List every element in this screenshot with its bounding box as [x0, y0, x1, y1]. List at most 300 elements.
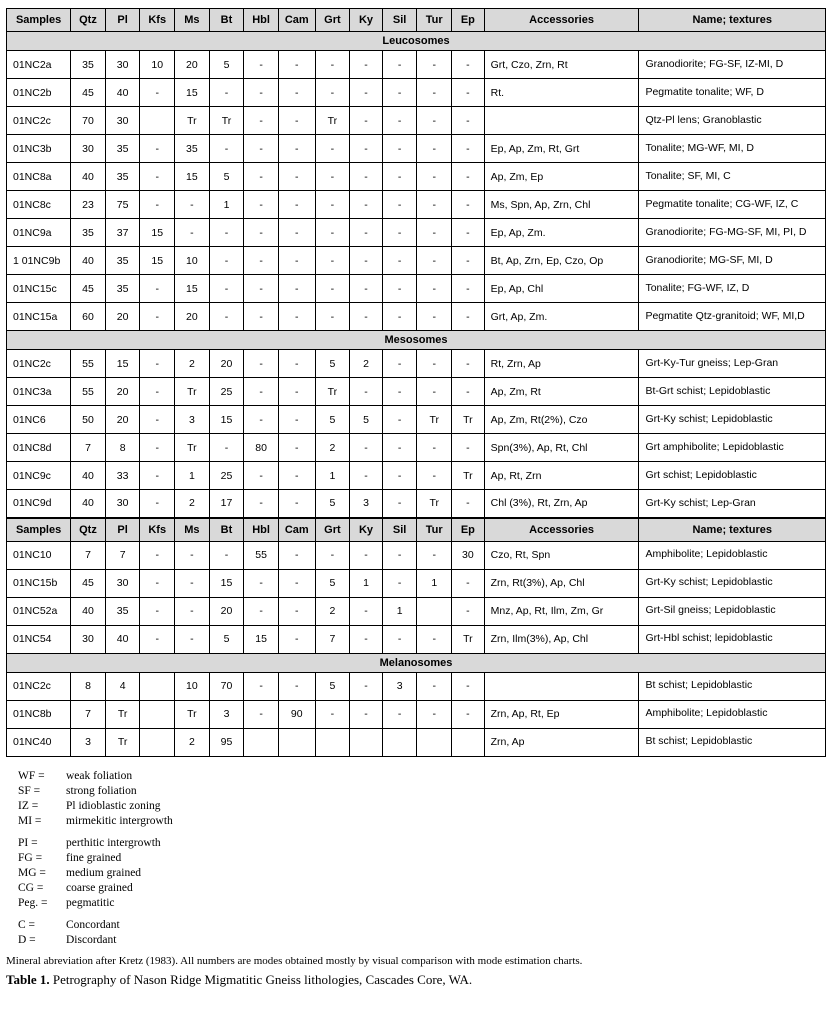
- cell-bt: 5: [209, 51, 244, 79]
- cell-name-textures: Bt schist; Lepidoblastic: [639, 728, 826, 756]
- cell-sil: -: [382, 462, 417, 490]
- cell-qtz: 7: [71, 541, 106, 569]
- column-header-qtz: Qtz: [71, 9, 106, 32]
- column-header-kfs: Kfs: [140, 9, 175, 32]
- cell-sil: -: [382, 107, 417, 135]
- cell-cam: -: [278, 490, 315, 518]
- cell-cam: -: [278, 462, 315, 490]
- cell-bt: 25: [209, 462, 244, 490]
- table-row-01nc6: [7, 406, 826, 434]
- cell-tur: -: [417, 350, 452, 378]
- cell-samples: 01NC52a: [7, 597, 71, 625]
- column-header-accessories: Accessories: [484, 9, 639, 32]
- cell-sil: -: [382, 247, 417, 275]
- cell-accessories: Ap, Zm, Rt: [484, 378, 639, 406]
- cell-samples: 01NC2c: [7, 350, 71, 378]
- legend-abbr: CG =: [18, 881, 44, 894]
- legend-meaning: medium grained: [66, 866, 142, 879]
- cell-samples: 01NC6: [7, 406, 71, 434]
- cell-ms: 2: [175, 728, 210, 756]
- column-header-accessories: Accessories: [484, 518, 639, 542]
- cell-hbl: -: [244, 275, 279, 303]
- legend-meaning: Concordant: [66, 918, 120, 931]
- cell-ep: -: [452, 700, 485, 728]
- cell-name-textures: Granodiorite; FG-SF, IZ-MI, D: [639, 51, 826, 79]
- column-header-grt: Grt: [315, 518, 350, 542]
- cell-name-textures: Tonalite; MG-WF, MI, D: [639, 135, 826, 163]
- cell-cam: -: [278, 191, 315, 219]
- cell-sil: -: [382, 191, 417, 219]
- cell-pl: 37: [105, 219, 140, 247]
- legend-item-iz: [18, 799, 826, 814]
- cell-ky: -: [350, 163, 383, 191]
- cell-pl: 35: [105, 135, 140, 163]
- cell-sil: -: [382, 378, 417, 406]
- column-header-hbl: Hbl: [244, 9, 279, 32]
- cell-tur: 1: [417, 569, 452, 597]
- column-header-samples: Samples: [7, 518, 71, 542]
- table-row-01nc2c: [7, 672, 826, 700]
- cell-bt: 15: [209, 406, 244, 434]
- column-header-kfs: Kfs: [140, 518, 175, 542]
- cell-samples: 01NC8a: [7, 163, 71, 191]
- legend-abbr: SF =: [18, 784, 41, 797]
- legend-abbr: MG =: [18, 866, 46, 879]
- cell-sil: -: [382, 79, 417, 107]
- legend-item-sf: [18, 784, 826, 799]
- cell-ep: Tr: [452, 625, 485, 653]
- cell-tur: Tr: [417, 406, 452, 434]
- cell-bt: 5: [209, 163, 244, 191]
- cell-grt: 2: [315, 434, 350, 462]
- table-caption: [6, 972, 826, 988]
- cell-sil: -: [382, 700, 417, 728]
- column-header-cam: Cam: [278, 518, 315, 542]
- cell-ky: -: [350, 541, 383, 569]
- cell-ep: -: [452, 350, 485, 378]
- table-row-01nc2a: [7, 51, 826, 79]
- cell-ky: 5: [350, 406, 383, 434]
- cell-sil: 3: [382, 672, 417, 700]
- cell-ms: 1: [175, 462, 210, 490]
- section-title: Melanosomes: [7, 653, 826, 672]
- cell-name-textures: Pegmatite tonalite; WF, D: [639, 79, 826, 107]
- cell-samples: 01NC8c: [7, 191, 71, 219]
- cell-ep: -: [452, 135, 485, 163]
- cell-bt: -: [209, 303, 244, 331]
- cell-pl: 35: [105, 597, 140, 625]
- cell-cam: -: [278, 247, 315, 275]
- cell-pl: 30: [105, 569, 140, 597]
- cell-name-textures: Grt-Ky schist; Lep-Gran: [639, 490, 826, 518]
- cell-name-textures: Granodiorite; FG-MG-SF, MI, PI, D: [639, 219, 826, 247]
- cell-hbl: -: [244, 597, 279, 625]
- cell-samples: 01NC8d: [7, 434, 71, 462]
- cell-hbl: -: [244, 350, 279, 378]
- cell-sil: -: [382, 569, 417, 597]
- legend-abbr: IZ =: [18, 799, 39, 812]
- legend-meaning: perthitic intergrowth: [66, 836, 161, 849]
- legend-abbr: Peg. =: [18, 896, 48, 909]
- cell-cam: -: [278, 275, 315, 303]
- cell-ky: -: [350, 79, 383, 107]
- cell-accessories: Bt, Ap, Zrn, Ep, Czo, Op: [484, 247, 639, 275]
- cell-bt: 95: [209, 728, 244, 756]
- cell-kfs: -: [140, 490, 175, 518]
- cell-tur: -: [417, 700, 452, 728]
- cell-samples: 01NC10: [7, 541, 71, 569]
- column-header-name-textures: Name; textures: [639, 9, 826, 32]
- cell-cam: -: [278, 406, 315, 434]
- cell-ep: -: [452, 79, 485, 107]
- table-body: [7, 9, 826, 757]
- column-header-ky: Ky: [350, 518, 383, 542]
- cell-sil: -: [382, 350, 417, 378]
- cell-ms: 10: [175, 672, 210, 700]
- cell-cam: -: [278, 625, 315, 653]
- cell-qtz: 30: [71, 625, 106, 653]
- cell-ms: 10: [175, 247, 210, 275]
- table-row-01nc15a: [7, 303, 826, 331]
- cell-tur: -: [417, 135, 452, 163]
- cell-grt: -: [315, 191, 350, 219]
- cell-grt: -: [315, 219, 350, 247]
- cell-samples: 01NC54: [7, 625, 71, 653]
- cell-name-textures: Grt amphibolite; Lepidoblastic: [639, 434, 826, 462]
- cell-grt: -: [315, 700, 350, 728]
- cell-name-textures: Qtz-Pl lens; Granoblastic: [639, 107, 826, 135]
- cell-ms: -: [175, 191, 210, 219]
- cell-pl: 40: [105, 79, 140, 107]
- cell-accessories: Ap, Rt, Zrn: [484, 462, 639, 490]
- cell-ky: [350, 728, 383, 756]
- cell-name-textures: Pegmatite Qtz-granitoid; WF, MI,D: [639, 303, 826, 331]
- cell-grt: -: [315, 79, 350, 107]
- footnote: Mineral abreviation after Kretz (1983). All numbers are modes obtained mostly by visual comparison with mode estimation charts.: [6, 954, 583, 967]
- legend-item-peg: [18, 896, 826, 911]
- cell-samples: 01NC9d: [7, 490, 71, 518]
- cell-qtz: 30: [71, 135, 106, 163]
- table-row-01nc3a: [7, 378, 826, 406]
- table-row-01nc2c: [7, 350, 826, 378]
- cell-cam: -: [278, 434, 315, 462]
- cell-bt: -: [209, 275, 244, 303]
- cell-tur: -: [417, 462, 452, 490]
- cell-qtz: 35: [71, 51, 106, 79]
- cell-accessories: Ep, Ap, Chl: [484, 275, 639, 303]
- cell-tur: -: [417, 51, 452, 79]
- cell-ky: -: [350, 434, 383, 462]
- cell-grt: 5: [315, 490, 350, 518]
- table-row-01nc3b: [7, 135, 826, 163]
- cell-qtz: 7: [71, 434, 106, 462]
- cell-hbl: -: [244, 107, 279, 135]
- cell-sil: -: [382, 406, 417, 434]
- cell-grt: 7: [315, 625, 350, 653]
- cell-tur: -: [417, 672, 452, 700]
- cell-name-textures: Bt schist; Lepidoblastic: [639, 672, 826, 700]
- table-row-01nc52a: [7, 597, 826, 625]
- cell-hbl: -: [244, 135, 279, 163]
- cell-pl: Tr: [105, 728, 140, 756]
- cell-hbl: -: [244, 490, 279, 518]
- cell-kfs: [140, 700, 175, 728]
- cell-ms: -: [175, 541, 210, 569]
- cell-grt: -: [315, 275, 350, 303]
- cell-qtz: 40: [71, 247, 106, 275]
- cell-ep: -: [452, 597, 485, 625]
- cell-pl: 30: [105, 490, 140, 518]
- cell-qtz: 45: [71, 275, 106, 303]
- cell-tur: -: [417, 434, 452, 462]
- cell-name-textures: Grt-Sil gneiss; Lepidoblastic: [639, 597, 826, 625]
- cell-cam: [278, 728, 315, 756]
- cell-kfs: -: [140, 406, 175, 434]
- cell-kfs: -: [140, 135, 175, 163]
- cell-ky: -: [350, 191, 383, 219]
- cell-kfs: -: [140, 378, 175, 406]
- cell-qtz: 40: [71, 163, 106, 191]
- cell-qtz: 35: [71, 219, 106, 247]
- legend-item-mi: [18, 814, 826, 829]
- cell-pl: 20: [105, 303, 140, 331]
- legend-abbr: FG =: [18, 851, 43, 864]
- column-header-ep: Ep: [452, 518, 485, 542]
- table-row-1-01nc9b: [7, 247, 826, 275]
- cell-name-textures: Bt-Grt schist; Lepidoblastic: [639, 378, 826, 406]
- cell-tur: -: [417, 378, 452, 406]
- cell-kfs: [140, 728, 175, 756]
- cell-kfs: -: [140, 434, 175, 462]
- cell-accessories: Zrn, Ilm(3%), Ap, Chl: [484, 625, 639, 653]
- cell-pl: 35: [105, 163, 140, 191]
- cell-bt: -: [209, 79, 244, 107]
- cell-bt: 1: [209, 191, 244, 219]
- cell-cam: -: [278, 541, 315, 569]
- cell-accessories: Ap, Zm, Ep: [484, 163, 639, 191]
- caption-label: Table 1.: [6, 971, 50, 987]
- cell-ep: Tr: [452, 462, 485, 490]
- cell-kfs: [140, 107, 175, 135]
- cell-ms: Tr: [175, 434, 210, 462]
- cell-pl: 7: [105, 541, 140, 569]
- cell-pl: 4: [105, 672, 140, 700]
- cell-kfs: -: [140, 462, 175, 490]
- cell-kfs: -: [140, 79, 175, 107]
- cell-samples: 01NC9a: [7, 219, 71, 247]
- cell-grt: 5: [315, 569, 350, 597]
- cell-pl: 33: [105, 462, 140, 490]
- column-header-bt: Bt: [209, 9, 244, 32]
- legend-abbr: WF =: [18, 769, 45, 782]
- cell-ms: 15: [175, 163, 210, 191]
- cell-qtz: 45: [71, 569, 106, 597]
- cell-name-textures: Tonalite; FG-WF, IZ, D: [639, 275, 826, 303]
- column-header-ms: Ms: [175, 9, 210, 32]
- cell-qtz: 3: [71, 728, 106, 756]
- cell-kfs: [140, 672, 175, 700]
- cell-cam: -: [278, 378, 315, 406]
- table-row-01nc8b: [7, 700, 826, 728]
- cell-grt: -: [315, 541, 350, 569]
- cell-bt: 20: [209, 597, 244, 625]
- cell-ms: 2: [175, 490, 210, 518]
- cell-samples: 01NC3b: [7, 135, 71, 163]
- legend-meaning: fine grained: [66, 851, 122, 864]
- cell-cam: -: [278, 51, 315, 79]
- cell-hbl: -: [244, 569, 279, 597]
- cell-accessories: Spn(3%), Ap, Rt, Chl: [484, 434, 639, 462]
- table-row-01nc2b: [7, 79, 826, 107]
- cell-sil: -: [382, 163, 417, 191]
- column-header-pl: Pl: [105, 9, 140, 32]
- cell-cam: -: [278, 135, 315, 163]
- cell-pl: 20: [105, 378, 140, 406]
- section-title: Mesosomes: [7, 331, 826, 350]
- column-header-grt: Grt: [315, 9, 350, 32]
- cell-hbl: [244, 728, 279, 756]
- cell-accessories: Chl (3%), Rt, Zrn, Ap: [484, 490, 639, 518]
- legend-abbr: C =: [18, 918, 36, 931]
- cell-ky: -: [350, 462, 383, 490]
- cell-ms: 2: [175, 350, 210, 378]
- cell-hbl: -: [244, 79, 279, 107]
- column-header-bt: Bt: [209, 518, 244, 542]
- cell-pl: 40: [105, 625, 140, 653]
- table-row-01nc8c: [7, 191, 826, 219]
- legend-meaning: Pl idioblastic zoning: [66, 799, 161, 812]
- section-row-melanosomes: [7, 653, 826, 672]
- legend-abbr: D =: [18, 933, 36, 946]
- cell-name-textures: Grt-Hbl schist; lepidoblastic: [639, 625, 826, 653]
- cell-ep: -: [452, 378, 485, 406]
- cell-bt: -: [209, 247, 244, 275]
- cell-sil: 1: [382, 597, 417, 625]
- cell-samples: 01NC3a: [7, 378, 71, 406]
- cell-qtz: 7: [71, 700, 106, 728]
- cell-ep: -: [452, 191, 485, 219]
- cell-ky: -: [350, 378, 383, 406]
- cell-ky: -: [350, 247, 383, 275]
- cell-bt: 17: [209, 490, 244, 518]
- cell-hbl: 55: [244, 541, 279, 569]
- cell-kfs: -: [140, 625, 175, 653]
- cell-kfs: -: [140, 350, 175, 378]
- cell-ms: 15: [175, 275, 210, 303]
- cell-samples: 01NC2c: [7, 107, 71, 135]
- cell-samples: 01NC40: [7, 728, 71, 756]
- cell-grt: -: [315, 51, 350, 79]
- legend-meaning: Discordant: [66, 933, 117, 946]
- column-header-row: [7, 9, 826, 32]
- legend-group: [18, 836, 826, 911]
- cell-hbl: -: [244, 700, 279, 728]
- legend-meaning: weak foliation: [66, 769, 133, 782]
- cell-samples: 01NC2b: [7, 79, 71, 107]
- column-header-cam: Cam: [278, 9, 315, 32]
- cell-ms: Tr: [175, 700, 210, 728]
- cell-bt: -: [209, 434, 244, 462]
- cell-grt: Tr: [315, 107, 350, 135]
- cell-cam: -: [278, 597, 315, 625]
- cell-cam: 90: [278, 700, 315, 728]
- cell-ky: -: [350, 275, 383, 303]
- cell-hbl: -: [244, 163, 279, 191]
- cell-ep: -: [452, 569, 485, 597]
- column-header-qtz: Qtz: [71, 518, 106, 542]
- cell-samples: 01NC15c: [7, 275, 71, 303]
- cell-bt: -: [209, 135, 244, 163]
- cell-qtz: 40: [71, 490, 106, 518]
- cell-ms: Tr: [175, 378, 210, 406]
- cell-samples: 01NC8b: [7, 700, 71, 728]
- legend-item-mg: [18, 866, 826, 881]
- cell-bt: 5: [209, 625, 244, 653]
- cell-kfs: 15: [140, 219, 175, 247]
- legend-meaning: pegmatitic: [66, 896, 115, 909]
- cell-accessories: Zrn, Ap, Rt, Ep: [484, 700, 639, 728]
- cell-grt: 5: [315, 350, 350, 378]
- cell-sil: -: [382, 490, 417, 518]
- cell-ep: -: [452, 490, 485, 518]
- cell-ep: -: [452, 434, 485, 462]
- cell-ep: -: [452, 107, 485, 135]
- cell-ep: -: [452, 303, 485, 331]
- cell-sil: -: [382, 434, 417, 462]
- cell-tur: -: [417, 541, 452, 569]
- cell-accessories: Ms, Spn, Ap, Zrn, Chl: [484, 191, 639, 219]
- cell-sil: -: [382, 303, 417, 331]
- cell-hbl: -: [244, 51, 279, 79]
- cell-samples: 01NC2c: [7, 672, 71, 700]
- cell-sil: -: [382, 135, 417, 163]
- cell-ep: [452, 728, 485, 756]
- cell-hbl: -: [244, 378, 279, 406]
- cell-grt: -: [315, 303, 350, 331]
- cell-ms: 20: [175, 303, 210, 331]
- column-header-hbl: Hbl: [244, 518, 279, 542]
- cell-kfs: -: [140, 275, 175, 303]
- column-header-ep: Ep: [452, 9, 485, 32]
- cell-ep: -: [452, 219, 485, 247]
- cell-accessories: Mnz, Ap, Rt, Ilm, Zm, Gr: [484, 597, 639, 625]
- cell-sil: -: [382, 275, 417, 303]
- legend-item-cg: [18, 881, 826, 896]
- cell-accessories: Grt, Ap, Zm.: [484, 303, 639, 331]
- legend-meaning: strong foliation: [66, 784, 137, 797]
- cell-name-textures: Amphibolite; Lepidoblastic: [639, 541, 826, 569]
- cell-qtz: 50: [71, 406, 106, 434]
- cell-accessories: [484, 672, 639, 700]
- cell-accessories: Zrn, Rt(3%), Ap, Chl: [484, 569, 639, 597]
- cell-tur: Tr: [417, 490, 452, 518]
- cell-pl: 35: [105, 247, 140, 275]
- table-row-01nc9a: [7, 219, 826, 247]
- cell-ms: -: [175, 597, 210, 625]
- cell-name-textures: Amphibolite; Lepidoblastic: [639, 700, 826, 728]
- cell-pl: 30: [105, 51, 140, 79]
- cell-sil: -: [382, 625, 417, 653]
- cell-samples: 01NC15a: [7, 303, 71, 331]
- petrography-table: [6, 8, 826, 757]
- legend-item-pi: [18, 836, 826, 851]
- caption-text: Petrography of Nason Ridge Migmatitic Gneiss lithologies, Cascades Core, WA.: [52, 971, 473, 987]
- cell-sil: -: [382, 219, 417, 247]
- section-title: Leucosomes: [7, 32, 826, 51]
- cell-tur: -: [417, 303, 452, 331]
- cell-tur: -: [417, 79, 452, 107]
- cell-ky: -: [350, 51, 383, 79]
